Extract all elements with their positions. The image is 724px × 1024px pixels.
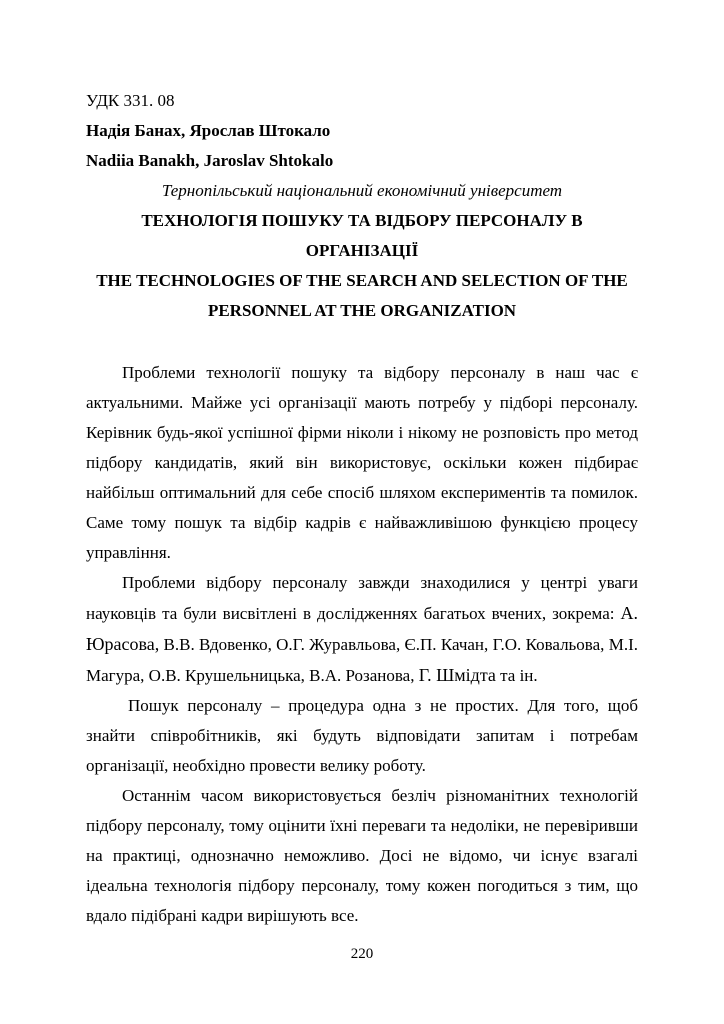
authors-english: Nadiia Banakh, Jaroslav Shtokalo xyxy=(86,151,334,170)
title-english: THE TECHNOLOGIES OF THE SEARCH AND SELECTION OF THE PERSONNEL AT THE ORGANIZATION xyxy=(96,271,628,320)
author-reference-yurasova: А. Юрасова, xyxy=(86,603,638,654)
page-number: 220 xyxy=(350,946,374,962)
title-ukrainian: ТЕХНОЛОГІЯ ПОШУКУ ТА ВІДБОРУ ПЕРСОНАЛУ В ОРГАНІЗАЦІЇ xyxy=(141,211,583,260)
paragraph-2-middle: В.В. Вдовенко, О.Г. Журавльова, Є.П. Качан, Г.О. Ковальова, М.І. Магура, О.В. Крушельницька, В.А. Розанова, xyxy=(86,635,638,685)
authors-ukrainian: Надія Банах, Ярослав Штокало xyxy=(86,121,331,140)
paragraph-2 xyxy=(86,568,638,691)
paragraph-2-end: та ін. xyxy=(495,666,538,685)
paragraph-2-start: Проблеми відбору персоналу завжди знаходилися у центрі уваги науковців та були висвітлені в дослідженнях багатьох вчених, зокрема: xyxy=(86,573,638,623)
author-reference-schmidt: Г. Шмідта xyxy=(418,665,496,685)
affiliation: Тернопільський національний економічний університет xyxy=(161,181,563,200)
spacer xyxy=(86,326,638,358)
paragraph-3: Пошук персоналу – процедура одна з не простих. Для того, щоб знайти співробітників, які будуть відповідати запитам і потребам організації, необхідно провести велику роботу. xyxy=(86,696,638,775)
paragraph-4: Останнім часом використовується безліч різноманітних технологій підбору персоналу, тому оцінити їхні переваги та недоліки, не перевіривши на практиці, однозначно неможливо. Досі не відомо, чи існує взагалі ідеальна технологія підбору персоналу, тому кожен погодиться з тим, що вдало підібрані кадри вирішують все. xyxy=(86,786,638,925)
udc-code: УДК 331. 08 xyxy=(86,91,175,110)
paragraph-1: Проблеми технології пошуку та відбору персоналу в наш час є актуальними. Майже усі організації мають потребу у підборі персоналу. Керівник будь-якої успішної фірми ніколи і нікому не розповість про метод підбору кандидатів, який він використовує, оскільки кожен підбирає найбільш оптимальний для себе спосіб шляхом експериментів та помилок. Саме тому пошук та відбір кадрів є найважливішою функцією процесу управління. xyxy=(86,363,638,562)
